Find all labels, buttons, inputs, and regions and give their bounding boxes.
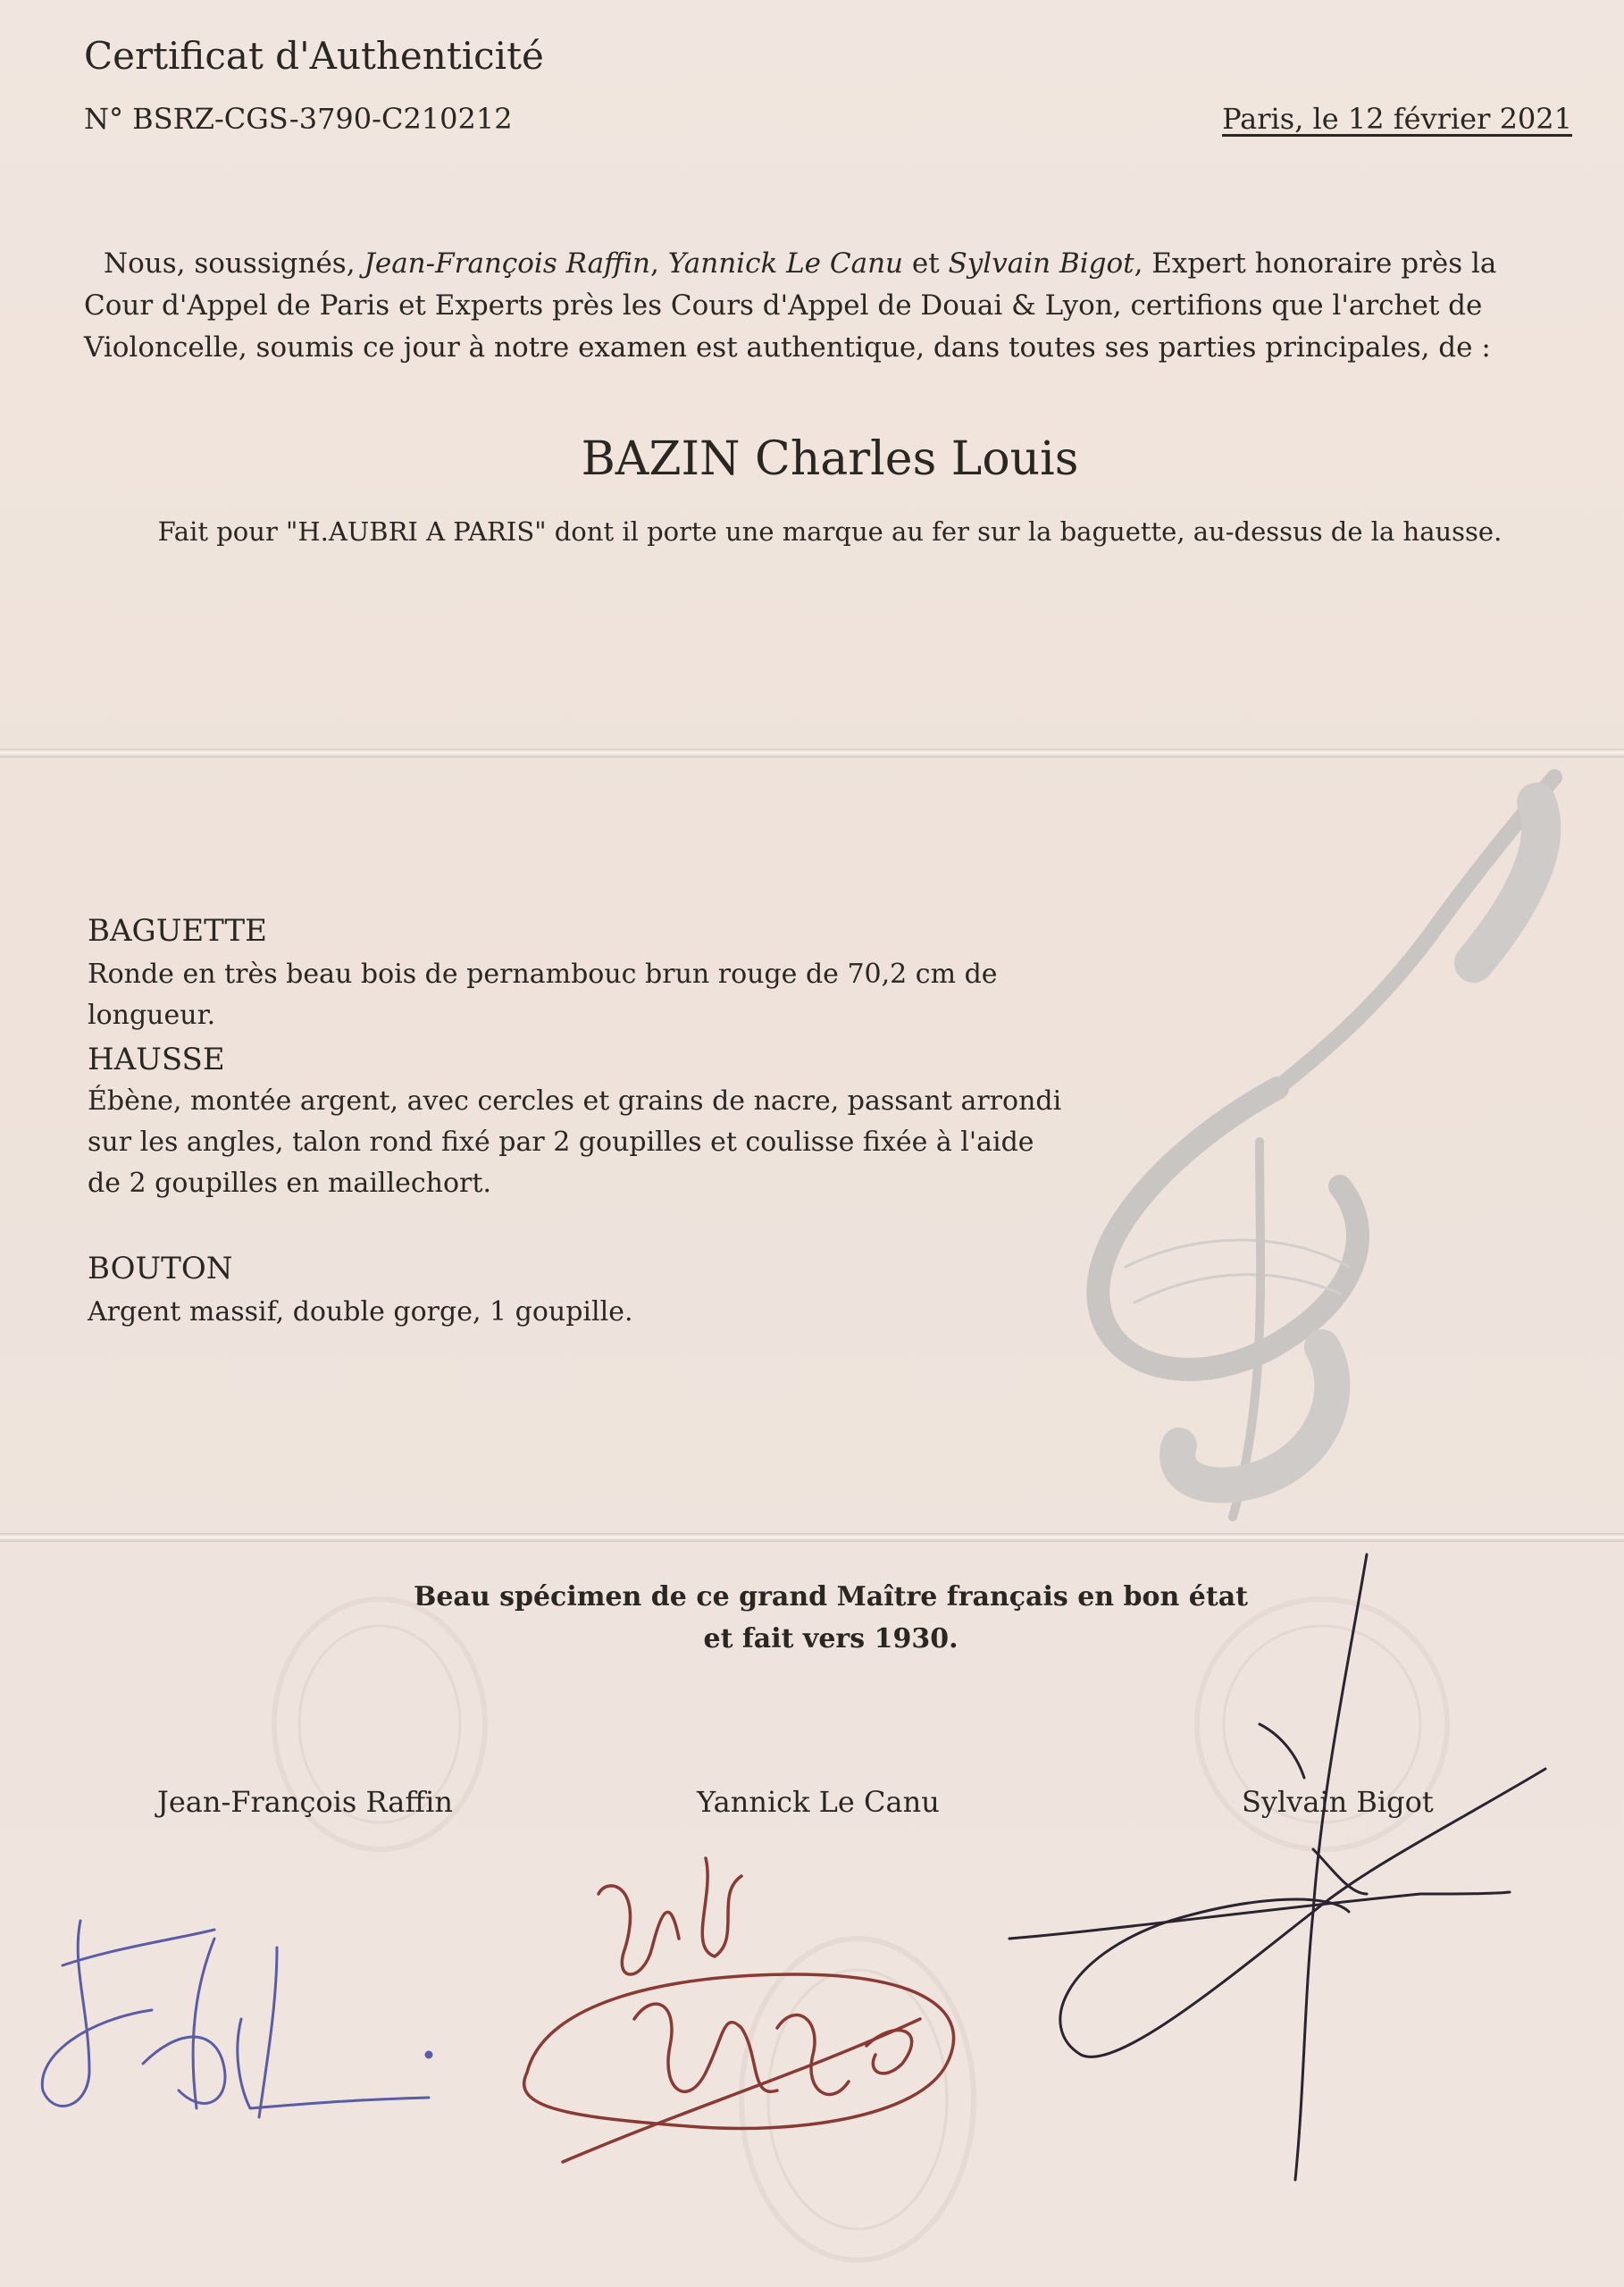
signature-le-canu-icon [509,1840,974,2198]
maker-made-for: Fait pour "H.AUBRI A PARIS" dont il porte une marque au fer sur la baguette, au-dessus de la hausse. [157,516,1503,547]
clef-watermark-icon [1054,767,1590,1526]
upper-fold-line [0,749,1624,758]
certificate-title: Certificat d'Authenticité [84,34,544,78]
signatory-name-bigot: Sylvain Bigot [1242,1785,1434,1819]
certificate-number: N° BSRZ-CGS-3790-C210212 [84,102,513,136]
section-heading-baguette: BAGUETTE [88,913,267,949]
signature-bigot-icon [1009,1554,1581,2180]
expert-2-name: Yannick Le Canu [667,247,904,280]
intro-paragraph: Nous, soussignés, Jean-François Raffin, Yannick Le Canu et Sylvain Bigot, Expert honoraire près la Cour d'Appel de Paris et Experts près les Cours d'Appel de Douai & Lyon, certifions que l'archet de Violoncelle, soumis ce jour à notre examen est authentique, dans toutes ses parties principales, de : [84,247,1497,364]
section-heading-hausse: HAUSSE [88,1042,225,1077]
section-text-bouton: Argent massif, double gorge, 1 goupille. [88,1296,633,1328]
intro-lead: Nous, soussignés, [104,247,364,280]
certificate-date: Paris, le 12 février 2021 [1222,102,1572,136]
expert-1-name: Jean-François Raffin [364,247,650,280]
section-heading-bouton: BOUTON [88,1251,233,1286]
signatory-name-le-canu: Yannick Le Canu [697,1785,940,1819]
expert-3-name: Sylvain Bigot [948,247,1134,280]
maker-name: BAZIN Charles Louis [581,432,1079,486]
intro-rest: , Expert honoraire près la Cour d'Appel de Paris et Experts près les Cours d'Appel de Douai & Lyon, certifions que l'archet de Violoncelle, soumis ce jour à notre examen est authentique, dans toutes ses parties principales, de : [84,247,1497,364]
signature-raffin-icon [36,1912,465,2144]
closing-statement: Beau spécimen de ce grand Maître français en bon état et fait vers 1930. [413,1581,1249,1655]
lower-fold-line [0,1533,1624,1542]
section-text-baguette: Ronde en très beau bois de pernambouc brun rouge de 70,2 cm de longueur. [88,959,998,1031]
signatory-name-raffin: Jean-François Raffin [157,1785,453,1819]
section-text-hausse: Ébène, montée argent, avec cercles et grains de nacre, passant arrondi sur les angles, talon rond fixé par 2 goupilles et coulisse fixée à l'aide de 2 goupilles en maillechort. [88,1085,1062,1199]
